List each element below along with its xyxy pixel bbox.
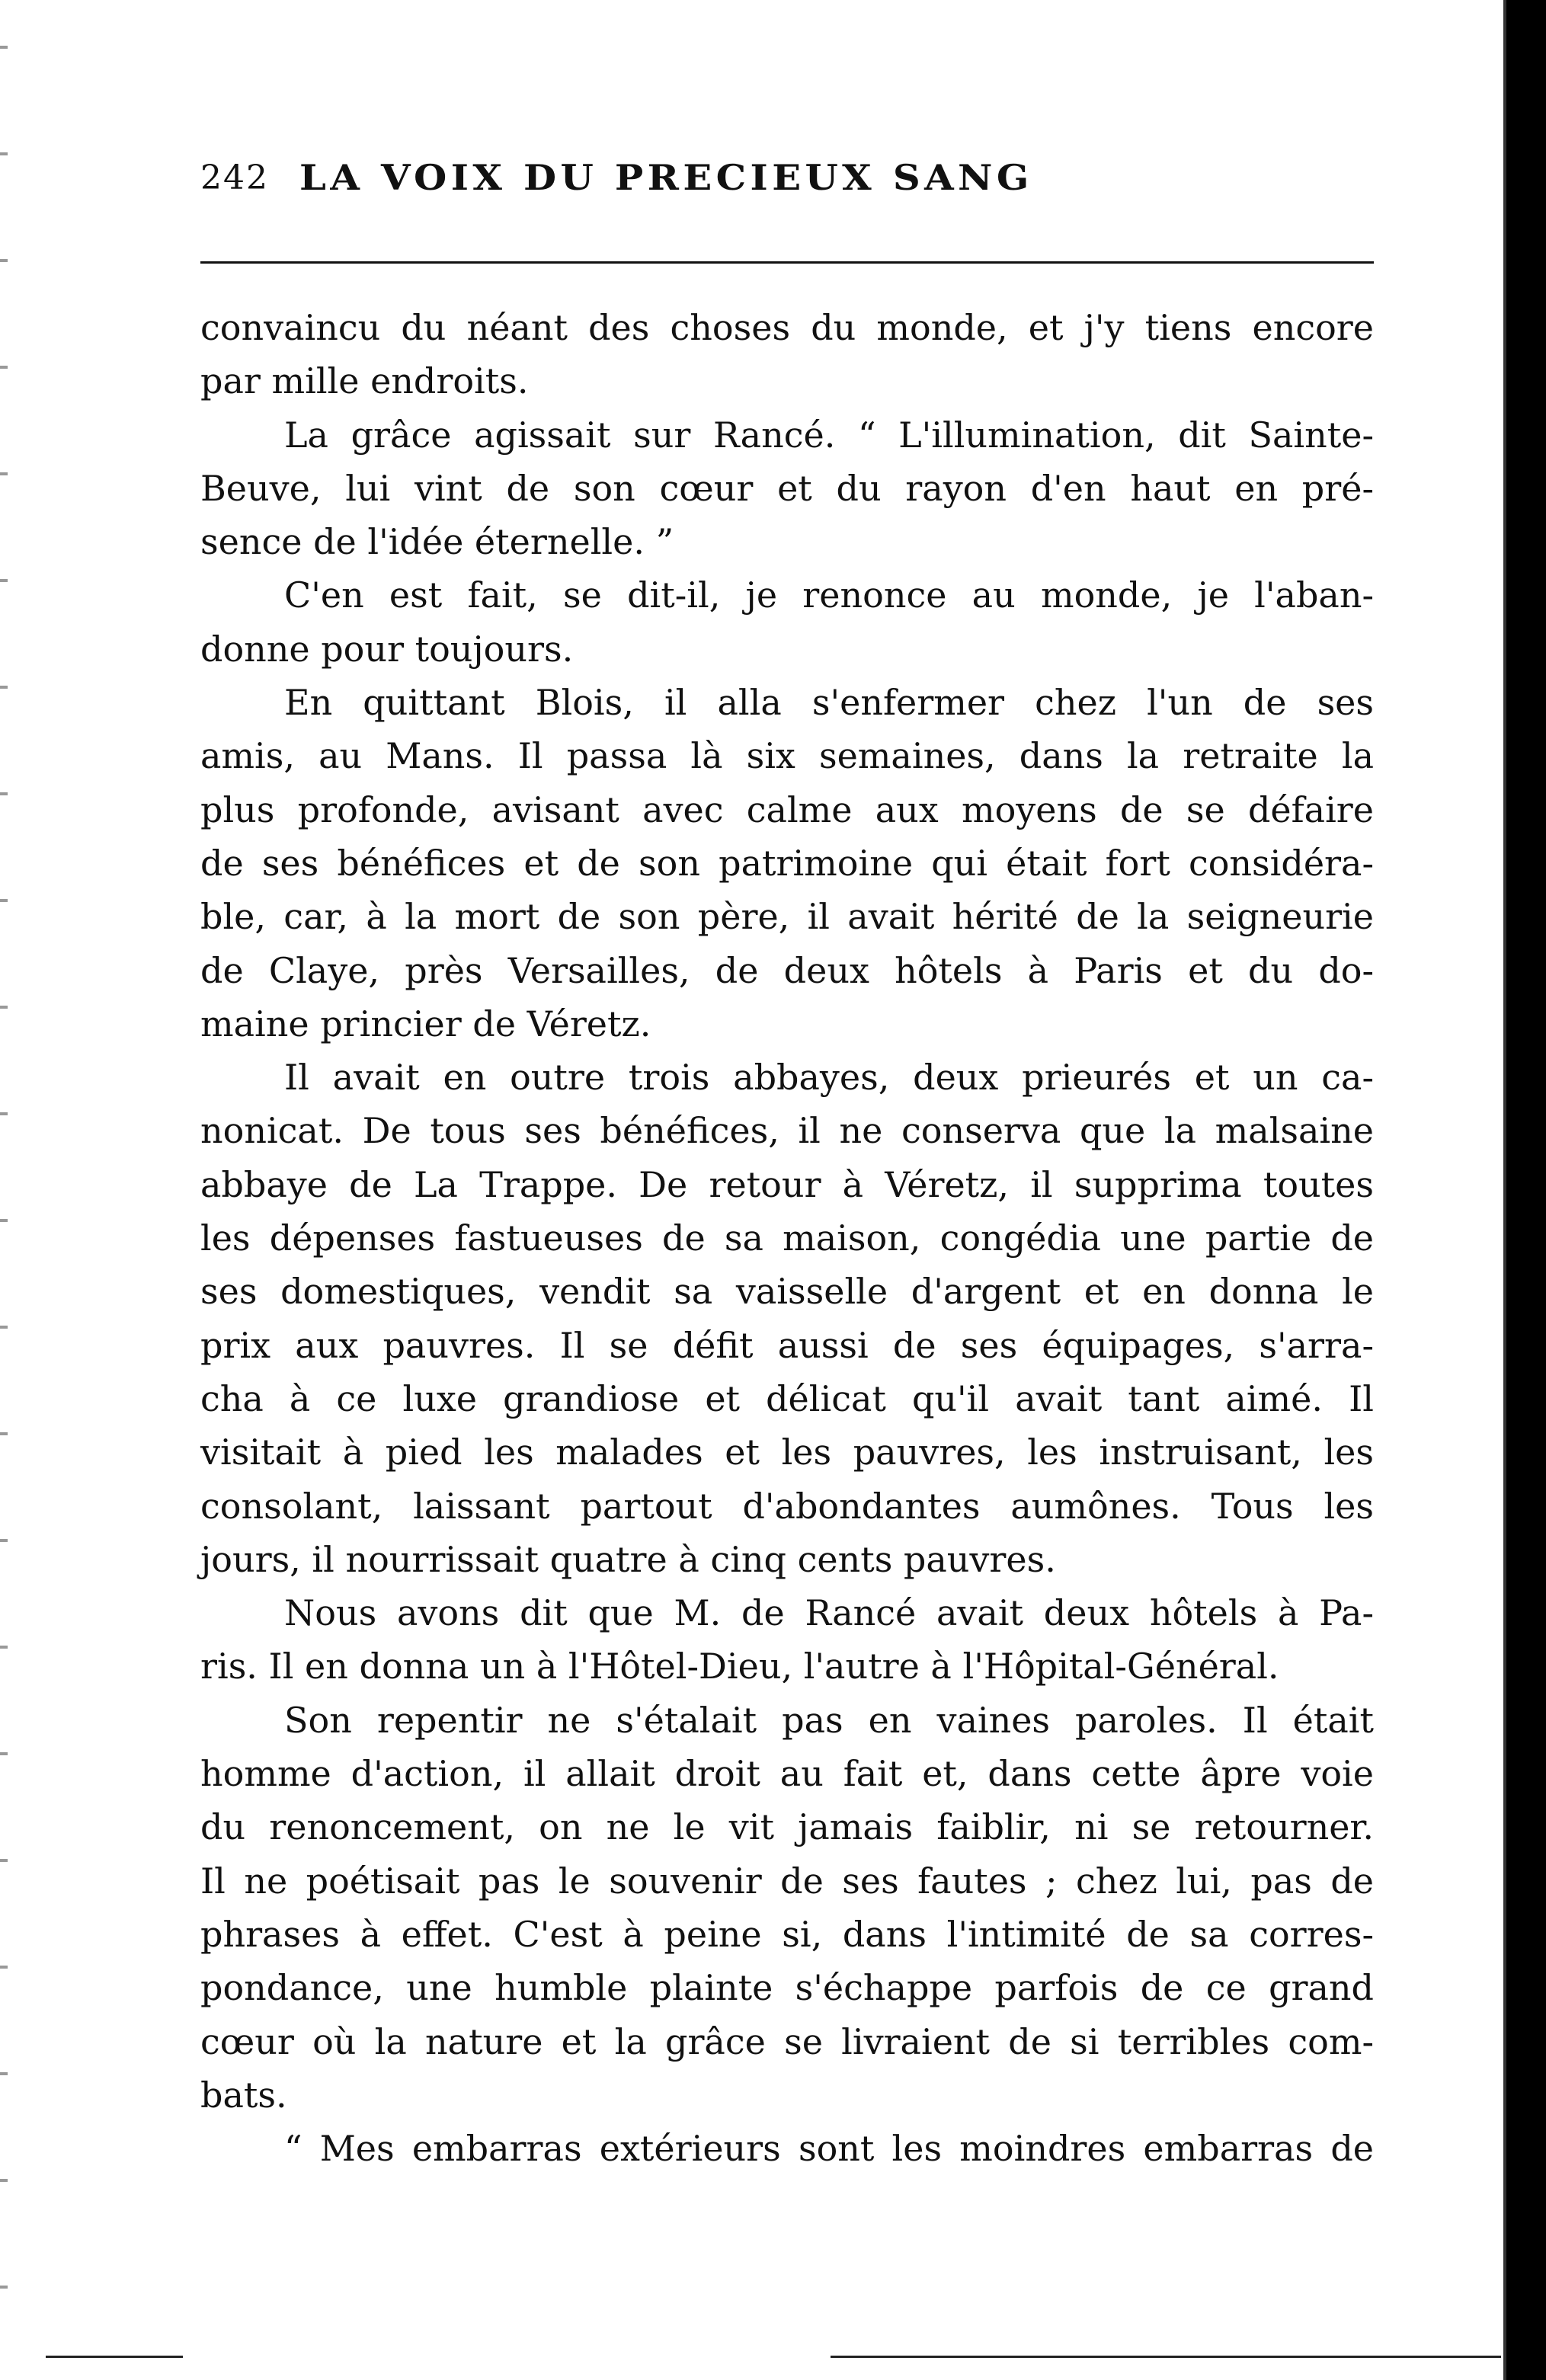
text-line: Beuve, lui vint de son cœur et du rayon d'en haut en pré- [200, 467, 1374, 509]
text-line: ris. Il en donna un à l'Hôtel-Dieu, l'autre à l'Hôpital-Général. [200, 1646, 1279, 1687]
text-line: phrases à effet. C'est à peine si, dans l'intimité de sa corres- [200, 1913, 1374, 1955]
text-line: plus profonde, avisant avec calme aux moyens de se défaire [200, 789, 1374, 830]
text-line: de Claye, près Versailles, de deux hôtels à Paris et du do- [200, 949, 1374, 991]
text-line: par mille endroits. [200, 360, 529, 402]
text-line: maine princier de Véretz. [200, 1003, 651, 1044]
scan-footer-mark-right [831, 2356, 1501, 2358]
text-line: visitait à pied les malades et les pauvres, les instruisant, les [200, 1432, 1374, 1473]
header-rule [200, 261, 1374, 264]
text-line: sence de l'idée éternelle. ” [200, 521, 674, 563]
text-line: amis, au Mans. Il passa là six semaines, dans la retraite la [200, 735, 1374, 777]
text-line: Il avait en outre trois abbayes, deux prieurés et un ca- [284, 1057, 1374, 1099]
text-line: les dépenses fastueuses de sa maison, congédia une partie de [200, 1217, 1374, 1259]
text-line: donne pour toujours. [200, 628, 574, 670]
text-line: Il ne poétisait pas le souvenir de ses fautes ; chez lui, pas de [200, 1860, 1374, 1902]
text-line: consolant, laissant partout d'abondantes aumônes. Tous les [200, 1485, 1374, 1527]
text-line: La grâce agissait sur Rancé. “ L'illumination, dit Sainte- [284, 414, 1374, 456]
page-header [200, 152, 1374, 213]
text-line: ses domestiques, vendit sa vaisselle d'argent et en donna le [200, 1271, 1374, 1313]
text-line: pondance, une humble plainte s'échappe parfois de ce grand [200, 1967, 1374, 2009]
scan-left-edge [0, 0, 8, 2380]
text-line: homme d'action, il allait droit au fait et, dans cette âpre voie [200, 1753, 1374, 1795]
page-number: 242 [200, 158, 269, 197]
text-line: de ses bénéfices et de son patrimoine qui était fort considéra- [200, 842, 1374, 884]
text-line: abbaye de La Trappe. De retour à Véretz, il supprima toutes [200, 1163, 1374, 1205]
text-line: Nous avons dit que M. de Rancé avait deux hôtels à Pa- [284, 1592, 1374, 1634]
text-line: prix aux pauvres. Il se défit aussi de ses équipages, s'arra- [200, 1324, 1374, 1366]
text-line: nonicat. De tous ses bénéfices, il ne conserva que la malsaine [200, 1110, 1374, 1152]
text-line: convaincu du néant des choses du monde, et j'y tiens encore [200, 307, 1374, 348]
scan-right-border [1506, 0, 1546, 2380]
text-line: cha à ce luxe grandiose et délicat qu'il avait tant aimé. Il [200, 1377, 1374, 1419]
text-line: jours, il nourrissait quatre à cinq cents pauvres. [200, 1538, 1056, 1580]
text-line: bats. [200, 2074, 287, 2116]
text-line: En quittant Blois, il alla s'enfermer chez l'un de ses [284, 682, 1374, 724]
text-line: Son repentir ne s'étalait pas en vaines paroles. Il était [284, 1699, 1374, 1741]
running-head: LA VOIX DU PRECIEUX SANG [299, 157, 1033, 198]
text-line: cœur où la nature et la grâce se livraient de si terribles com- [200, 2020, 1374, 2062]
text-line: ble, car, à la mort de son père, il avait hérité de la seigneurie [200, 896, 1374, 938]
scan-footer-mark-left [46, 2356, 183, 2358]
text-line: “ Mes embarras extérieurs sont les moindres embarras de [284, 2128, 1374, 2170]
text-line: C'en est fait, se dit-il, je renonce au monde, je l'aban- [284, 574, 1374, 616]
text-line: du renoncement, on ne le vit jamais faiblir, ni se retourner. [200, 1806, 1374, 1848]
body-text [200, 301, 1374, 2175]
